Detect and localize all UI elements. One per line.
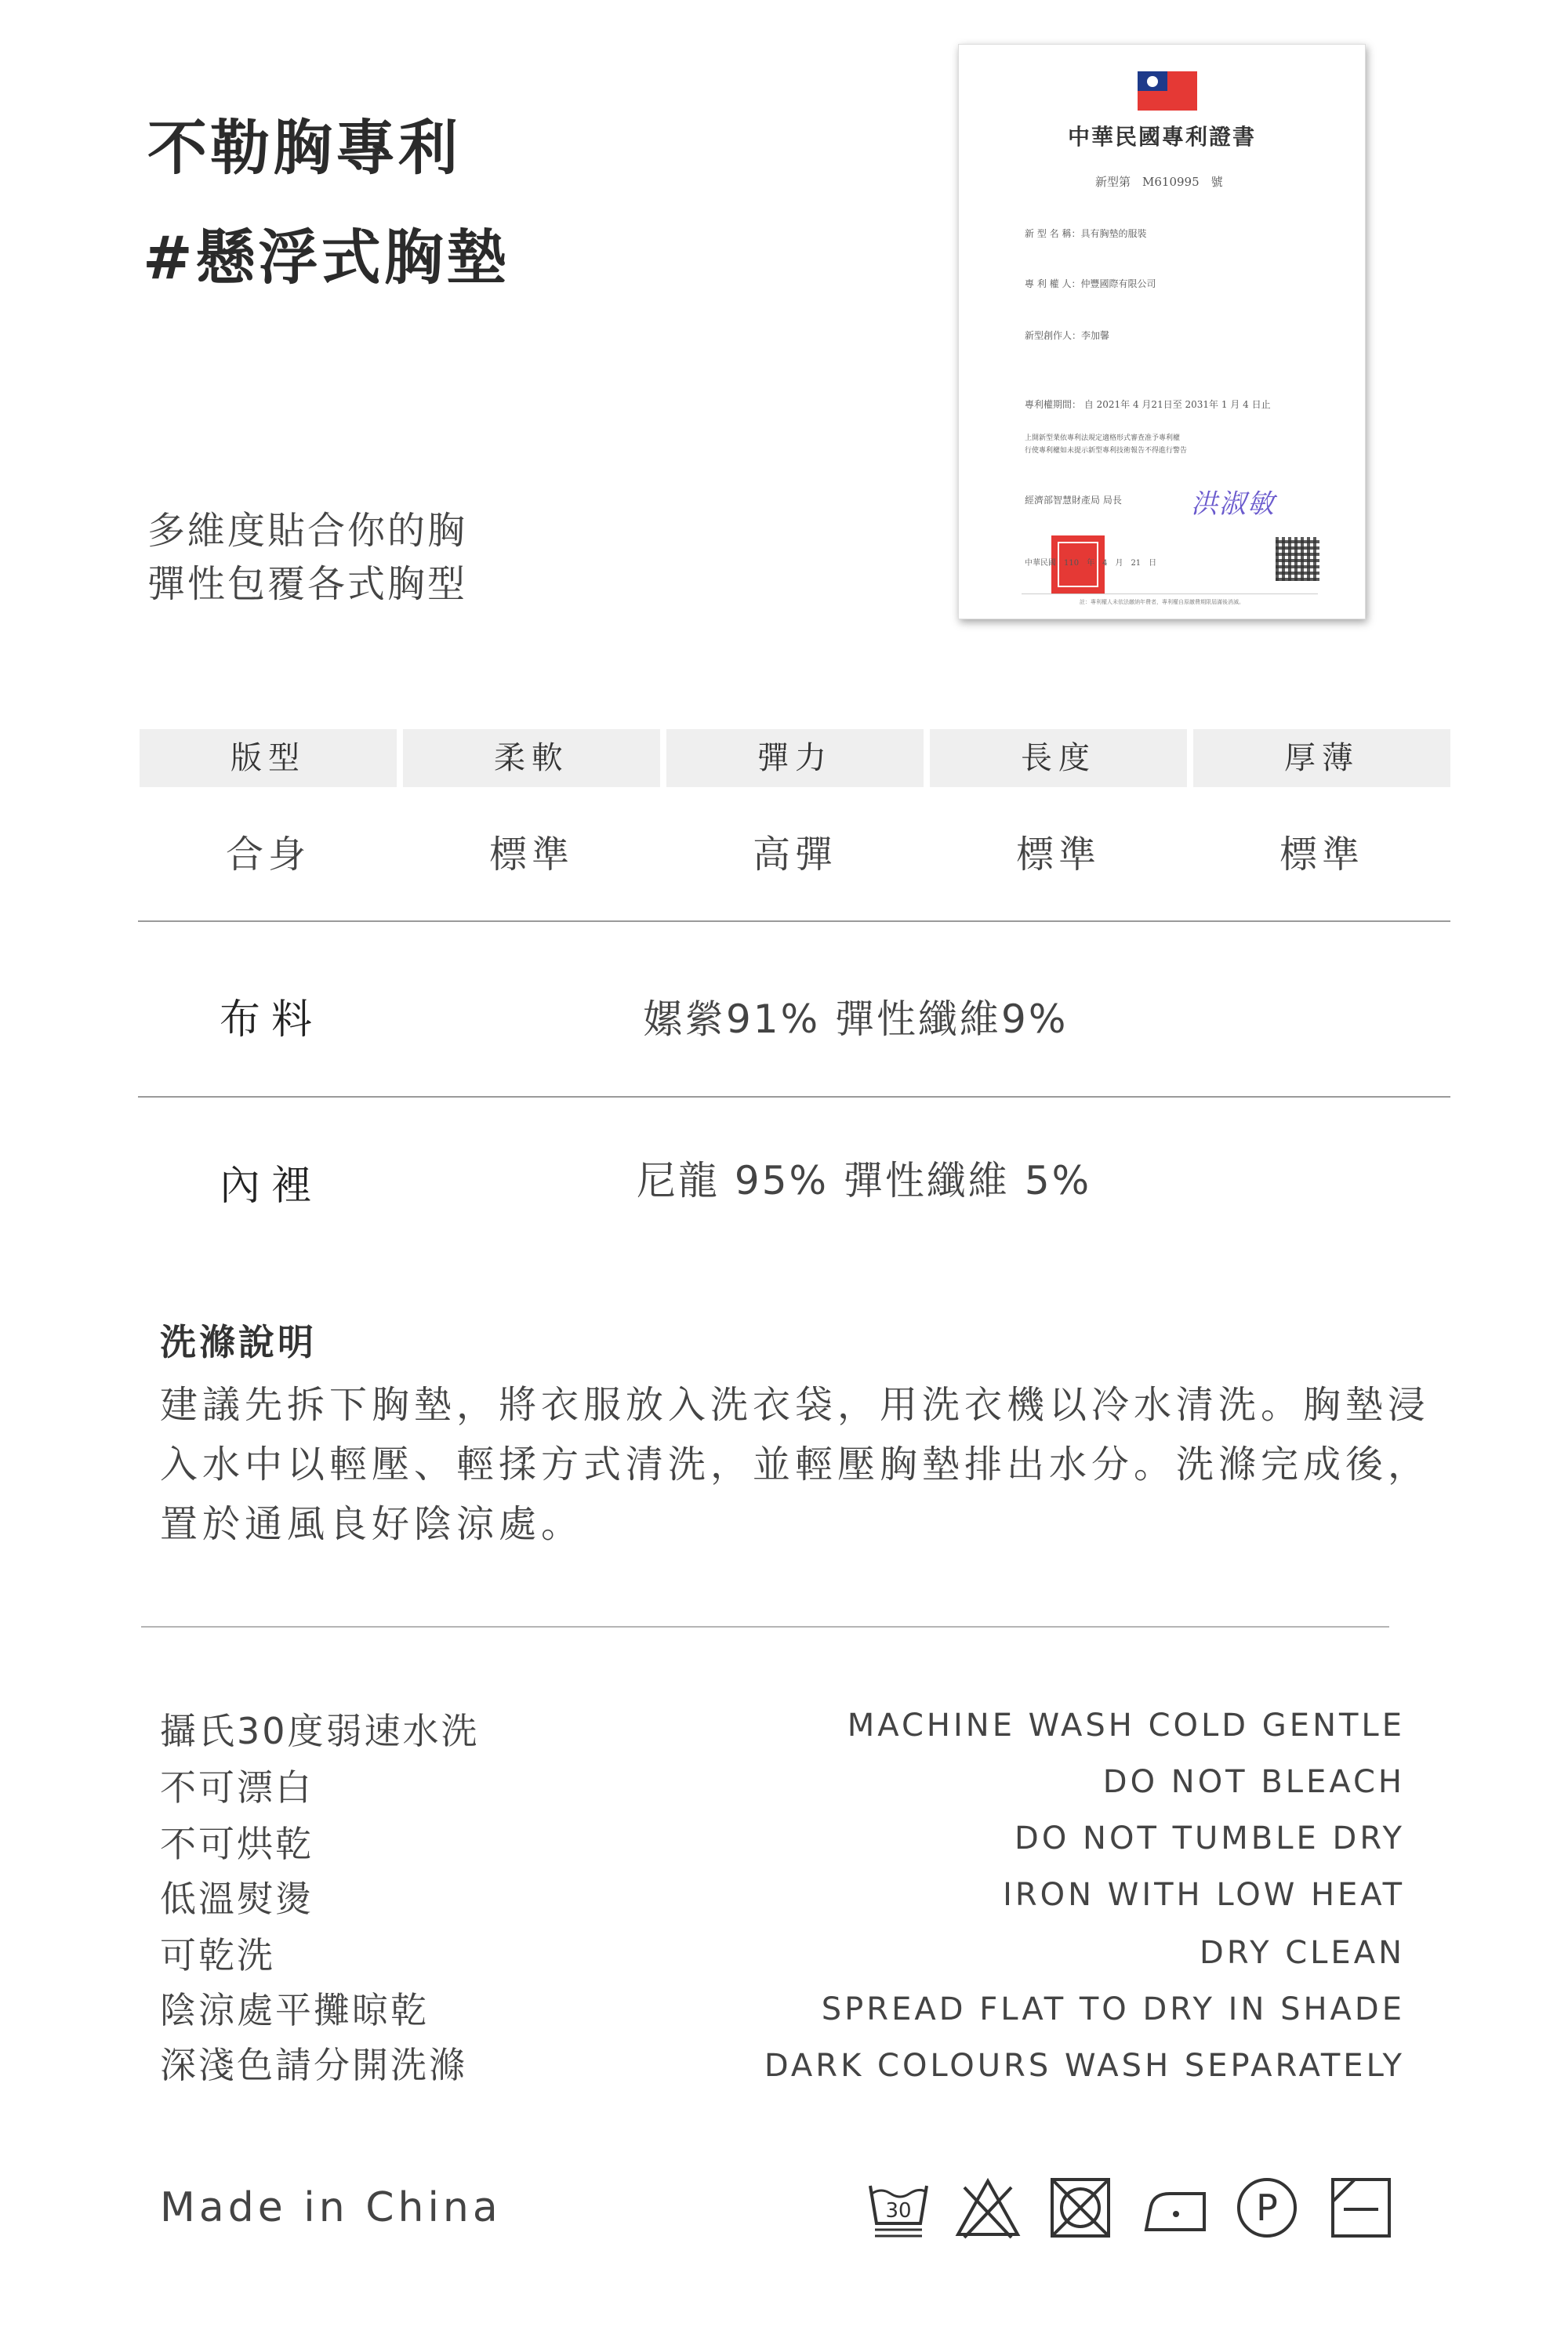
dry-clean-p-icon bbox=[1234, 2175, 1300, 2241]
spec-value-length: 標準 bbox=[1015, 833, 1101, 877]
dry-clean-letter: P bbox=[1256, 2187, 1278, 2229]
care-en-item: MACHINE WASH COLD GENTLE bbox=[847, 1708, 1405, 1744]
dry-flat-shade-icon bbox=[1328, 2175, 1394, 2241]
certificate-title: 中華民國專利證書 bbox=[1067, 124, 1256, 150]
patent-certificate bbox=[958, 44, 1366, 619]
fabric-label: 布料 bbox=[220, 996, 324, 1044]
product-subtitle: #懸浮式胸墊 bbox=[143, 223, 510, 292]
spec-header-softness: 柔軟 bbox=[403, 729, 660, 787]
divider bbox=[138, 1096, 1450, 1098]
wash-temperature-label: 30 bbox=[885, 2199, 912, 2223]
care-en-item: SPREAD FLAT TO DRY IN SHADE bbox=[821, 1991, 1405, 2027]
lining-label: 內裡 bbox=[220, 1163, 324, 1210]
spec-header-elasticity: 彈力 bbox=[666, 729, 924, 787]
wash-30-gentle-icon bbox=[866, 2175, 931, 2241]
certificate-note-2: 行使專利權如未提示新型專利技術報告不得進行警告 bbox=[1025, 447, 1188, 455]
fabric-value: 嫘縈91% 彈性纖維9% bbox=[643, 996, 1069, 1042]
spec-value-fit: 合身 bbox=[225, 833, 310, 877]
certificate-office: 經濟部智慧財產局 局長 bbox=[1025, 495, 1122, 506]
wash-instructions-title: 洗滌說明 bbox=[160, 1321, 317, 1363]
lining-value: 尼龍 95% 彈性纖維 5% bbox=[637, 1158, 1092, 1203]
care-en-item: IRON WITH LOW HEAT bbox=[1003, 1877, 1405, 1913]
care-zh-item: 陰涼處平攤晾乾 bbox=[160, 1989, 429, 2031]
certificate-date: 中華民國 110 年 4 月 21 日 bbox=[1025, 559, 1157, 568]
care-en-item: DO NOT BLEACH bbox=[1102, 1764, 1405, 1800]
iron-low-icon bbox=[1142, 2175, 1207, 2241]
spec-value-elasticity: 高彈 bbox=[752, 833, 837, 877]
care-zh-item: 不可漂白 bbox=[160, 1766, 314, 1809]
divider bbox=[138, 920, 1450, 922]
certificate-period: 專利權期間： 自 2021年 4 月21日至 2031年 1 月 4 日止 bbox=[1025, 399, 1271, 410]
no-tumble-dry-icon bbox=[1047, 2175, 1113, 2241]
feature-line-2: 彈性包覆各式胸型 bbox=[147, 562, 468, 606]
care-zh-item: 低溫熨燙 bbox=[160, 1878, 314, 1920]
care-zh-item: 不可烘乾 bbox=[160, 1823, 314, 1865]
spec-header-thickness: 厚薄 bbox=[1193, 729, 1450, 787]
care-zh-item: 深淺色請分開洗滌 bbox=[160, 2044, 467, 2086]
feature-line-1: 多維度貼合你的胸 bbox=[147, 509, 468, 553]
certificate-creator: 新型創作人：李加馨 bbox=[1025, 330, 1110, 341]
divider bbox=[141, 1626, 1389, 1628]
spec-header-fit: 版型 bbox=[140, 729, 397, 787]
care-en-item: DO NOT TUMBLE DRY bbox=[1014, 1820, 1405, 1857]
care-en-item: DRY CLEAN bbox=[1200, 1935, 1405, 1971]
spec-value-softness: 標準 bbox=[488, 833, 574, 877]
certificate-footer: 註：專利權人未依法繳納年費者，專利權自原繳費期限屆滿後消滅。 bbox=[1080, 599, 1244, 605]
roc-flag-icon bbox=[1138, 71, 1197, 111]
care-en-item: DARK COLOURS WASH SEPARATELY bbox=[764, 2048, 1405, 2084]
no-bleach-icon bbox=[955, 2175, 1021, 2241]
certificate-note-1: 上開新型業依專利法規定適格形式審查准予專利權 bbox=[1025, 434, 1181, 442]
spec-header-length: 長度 bbox=[930, 729, 1187, 787]
qr-code-icon bbox=[1276, 537, 1319, 581]
certificate-number: 新型第 M610995 號 bbox=[1095, 175, 1223, 189]
certificate-name: 新 型 名 稱：具有胸墊的服裝 bbox=[1025, 228, 1147, 239]
spec-value-thickness: 標準 bbox=[1279, 833, 1364, 877]
wash-instructions-body: 建議先拆下胸墊，將衣服放入洗衣袋，用洗衣機以冷水清洗。胸墊浸入水中以輕壓、輕揉方式清洗，並輕壓胸墊排出水分。洗滌完成後，置於通風良好陰涼處。 bbox=[160, 1383, 1431, 1546]
product-title: 不勒胸專利 bbox=[147, 113, 461, 183]
care-zh-item: 可乾洗 bbox=[160, 1934, 275, 1976]
made-in-label: Made in China bbox=[160, 2184, 502, 2231]
certificate-holder: 專 利 權 人：仲豐國際有限公司 bbox=[1025, 278, 1156, 289]
certificate-signature: 洪淑敏 bbox=[1191, 488, 1276, 520]
care-zh-item: 攝氏30度弱速水洗 bbox=[160, 1710, 480, 1752]
